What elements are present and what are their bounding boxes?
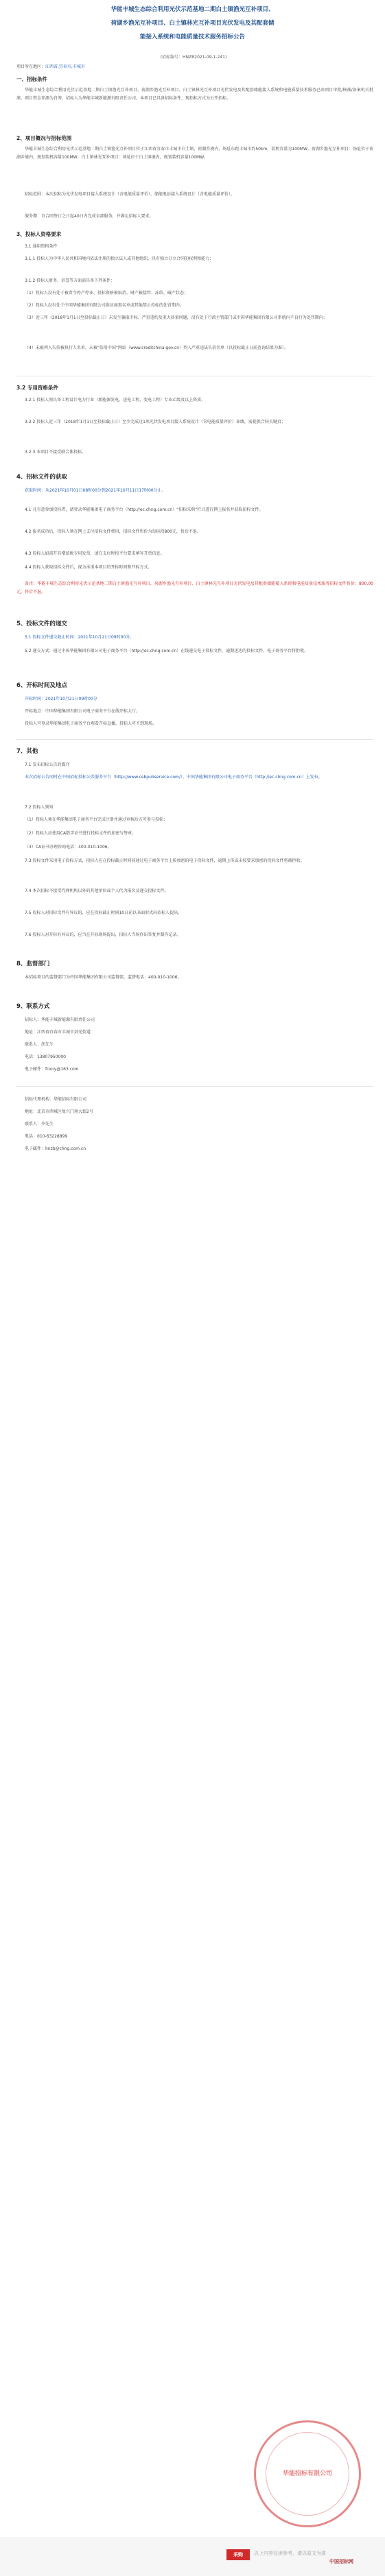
site-watermark: 中国招标网 — [329, 2559, 353, 2564]
contact-line: 地址：北京市西城区复兴门南大街2号 — [25, 1109, 93, 1114]
contact-line: 招标人：华能丰城新能源有限责任公司 — [25, 1018, 95, 1022]
paragraph: 招标范围：本次招标为光伏发电项目接入系统设计（含电能质量评价）、储能电站接入系统设计（含电能质量评价）。 — [25, 192, 235, 197]
contact-line: 地址：江西省宜春市丰城市剑光街道 — [25, 1030, 91, 1035]
contact-line: 联系人：胡先生 — [25, 1042, 54, 1047]
paragraph: 开标地点：中国华能集团有限公司电子商务平台在线开标大厅。 — [25, 709, 141, 714]
contact-line: 招标代理机构：华能招标有限公司 — [25, 1097, 87, 1102]
paragraph: （3）近三年（2018年1月1日至投标截止日）未发生骗取中标、严重违约及重大质量问题，没有处于行政主管部门或中国华能集团有限公司系统内不良行为处罚期内； — [25, 315, 327, 320]
paragraph: 5.2 递交方式：通过中国华能集团有限公司电子商务平台（http://ec.chng.com.cn）在线递交电子投标文件。逾期送达的投标文件，电子商务平台将拒收。 — [25, 649, 309, 653]
project-location: 项目所在地区：江西省,宜春市,丰城市 — [16, 64, 85, 69]
paragraph: 4.3 投标人如需开具增值税专用发票，请在支付时按平台要求填写开票信息。 — [25, 551, 165, 556]
paragraph: 开标时间：2021年10月21日09时00分 — [25, 697, 97, 701]
paragraph: 本招标项目的监督部门为中国华能集团有限公司监督部，监督电话：400-010-1006。 — [25, 975, 182, 980]
paragraph: （1）投标人须在华能集团电子商务平台完成注册并通过审核后方可参与投标； — [25, 817, 167, 822]
paragraph: （1）投标人没有处于被责令停产停业、投标资格被取消、财产被接管、冻结、破产状态； — [25, 291, 188, 296]
paragraph: 华能丰城生态综合利用光伏示范基地二期白土镇渔光互补项目、荷湖乡渔光互补项目、白土镇林光互补项目光伏发电及其配套储能接入系统和电能质量技术服务已由项目审批/核准/备案机关批准，项目资金来源为自筹，招标人为华能丰城新能源有限责任公司。本项目已具备招标条件，现招标方式为公开招标。 — [16, 88, 373, 101]
caigou-logo: 采购 — [226, 2549, 250, 2560]
paragraph: （2）投标人没有处于中国华能集团有限公司供应商黑名单或其他禁止投标的处罚期内； — [25, 303, 184, 308]
paragraph: 7.1 发布招标公告的媒介 — [25, 762, 70, 767]
divider — [16, 1086, 373, 1087]
paragraph: 5.1 投标文件递交截止时间：2021年10月21日09时00分。 — [25, 635, 135, 640]
paragraph: 7.3 投标文件采用电子投标方式，投标人应在投标截止时间前通过电子商务平台上传加密的电子投标文件，逾期上传或未按要求加密的投标文件将被拒收。 — [25, 858, 305, 863]
paragraph: 4.2 报名成功后，投标人须在网上支付招标文件费用，招标文件售价为每标段800元，售后不退。 — [25, 529, 201, 534]
notice-fee: 备注：华能丰城生态综合利用光伏示范基地二期白土镇渔光互补项目、荷湖乡渔光互补项目、白土镇林光互补项目光伏发电及其配套储能接入系统和电能质量技术服务招标文件售价：800.00元，售后不退。 — [16, 581, 373, 594]
footer-disclaimer: 以上内容仅供参考，请以原文为准 — [254, 2551, 326, 2556]
paragraph: （2）投标人应使用CA数字证书进行投标文件的加密与签章； — [25, 831, 137, 836]
paragraph: 7.4 本次招标不接受代理机构以外的其他单位或个人代为报名及递交投标文件。 — [25, 889, 169, 893]
paragraph: 华能丰城生态综合利用光伏示范基地二期白土镇渔光互补项目位于江西省宜春市丰城市白土镇、荷湖乡境内，场址东距丰城市约50km，装机容量为100MW。荷湖乡渔光互补项目：场址位于荷湖乡境内，规划装机容量100MW；白土镇林光互补项目：场址位于白土镇境内，规划装机容量100MW。 — [16, 147, 373, 160]
contact-line: 电话：010-63228899 — [25, 1134, 68, 1139]
section-heading: 一、招标条件 — [16, 76, 47, 82]
section-heading: 2、项目概况与招标范围 — [16, 135, 72, 141]
announcement-title: 华能丰城生态综合利用光伏示范基地二期白土镇渔光互补项目、 荷湖乡渔光互补项目、白土镇林光互补项目光伏发电及其配套储 能接入系统和电能质量技术服务招标公告 — [110, 6, 275, 40]
paragraph: 7.6 投标人对开标有异议的，应当在开标现场提出，招标人当场作出答复并制作记录。 — [25, 932, 181, 937]
section-heading: 3.2 专用资格条件 — [16, 385, 58, 391]
section-heading: 5、投标文件的递交 — [16, 621, 67, 627]
paragraph: 3.2.2 投标人近三年（2018年1月1日至投标截止日）至少完成过1项光伏发电项目接入系统设计（含电能质量评价）业绩，需提供合同关键页； — [25, 420, 285, 424]
official-seal — [254, 2420, 361, 2527]
paragraph: 3.2.3 本项目不接受联合体投标。 — [25, 450, 86, 455]
paragraph: 投标人可登录华能集团电子商务平台观看开标直播，投标人可不到现场。 — [25, 721, 157, 726]
paragraph: 3.2.1 投标人须具备工程设计电力行业（新能源发电、送电工程、变电工程）专业乙级及以上资质； — [25, 398, 206, 402]
section-heading: 7、其他 — [16, 748, 38, 755]
paragraph: 3.1.1 投标人为中华人民共和国境内依法注册的独立法人或其他组织，具有独立订立合同的权利和能力； — [25, 256, 214, 261]
contact-line: 电子邮件：fcxny@163.com — [25, 1067, 79, 1072]
section-heading: 4、招标文件的获取 — [16, 474, 67, 481]
divider — [16, 739, 373, 740]
paragraph: 4.1 凡有意参加投标者，请登录华能集团电子商务平台（http://ec.chng.com.cn）“招标采购”栏目进行网上报名并获取招标文件。 — [25, 507, 264, 512]
paragraph: （4）未被列入失信被执行人名单，未被“信用中国”网站（www.creditchina.gov.cn）列入严重违法失信名单（以投标截止日前查询结果为准）。 — [25, 346, 288, 350]
section-heading: 8、监督部门 — [16, 961, 50, 967]
paragraph: 3.1 通用资格条件 — [25, 244, 58, 249]
section-heading: 9、联系方式 — [16, 1003, 50, 1010]
seal-text: 华能招标有限公司 — [266, 2432, 349, 2516]
section-heading: 6、开标时间及地点 — [16, 682, 67, 689]
paragraph: 3.1.2 投标人财务、信誉等方面需具备下列条件： — [25, 278, 115, 283]
paragraph: （3）CA证书办理咨询电话：400-010-1006。 — [25, 845, 112, 850]
footer-bar — [0, 2537, 385, 2576]
contact-line: 联系人：李先生 — [25, 1122, 54, 1127]
paragraph: 7.2 投标人须知 — [25, 805, 54, 810]
paragraph: 本次招标公告同时在中国招标投标公共服务平台（http://www.cebpubservice.com/）、中国华能集团有限公司电子商务平台（http://ec.chng.com.cn）上发布。 — [25, 775, 323, 780]
contact-line: 电话：13807950000 — [25, 1055, 66, 1059]
paragraph: 7.5 投标人对招标文件有异议的，应在投标截止时间10日前以书面形式向招标人提出。 — [25, 911, 183, 915]
section-heading: 3、投标人资格要求 — [16, 231, 62, 237]
project-number: (招标编号：HNZB2021-09-1-241) — [160, 55, 227, 60]
paragraph: 服务期：自合同签订之日起40日内完成全部服务，并满足招标人要求。 — [25, 214, 154, 219]
paragraph: 获取时间：从2021年10月01日08时00分到2021年10月11日17时00分止。 — [25, 488, 166, 493]
paragraph: 4.4 投标人获取招标文件后，视为承诺本项目的开标时间和开标方式。 — [25, 565, 152, 570]
contact-line: 电子邮件：hnzb@chng.com.cn — [25, 1146, 86, 1151]
